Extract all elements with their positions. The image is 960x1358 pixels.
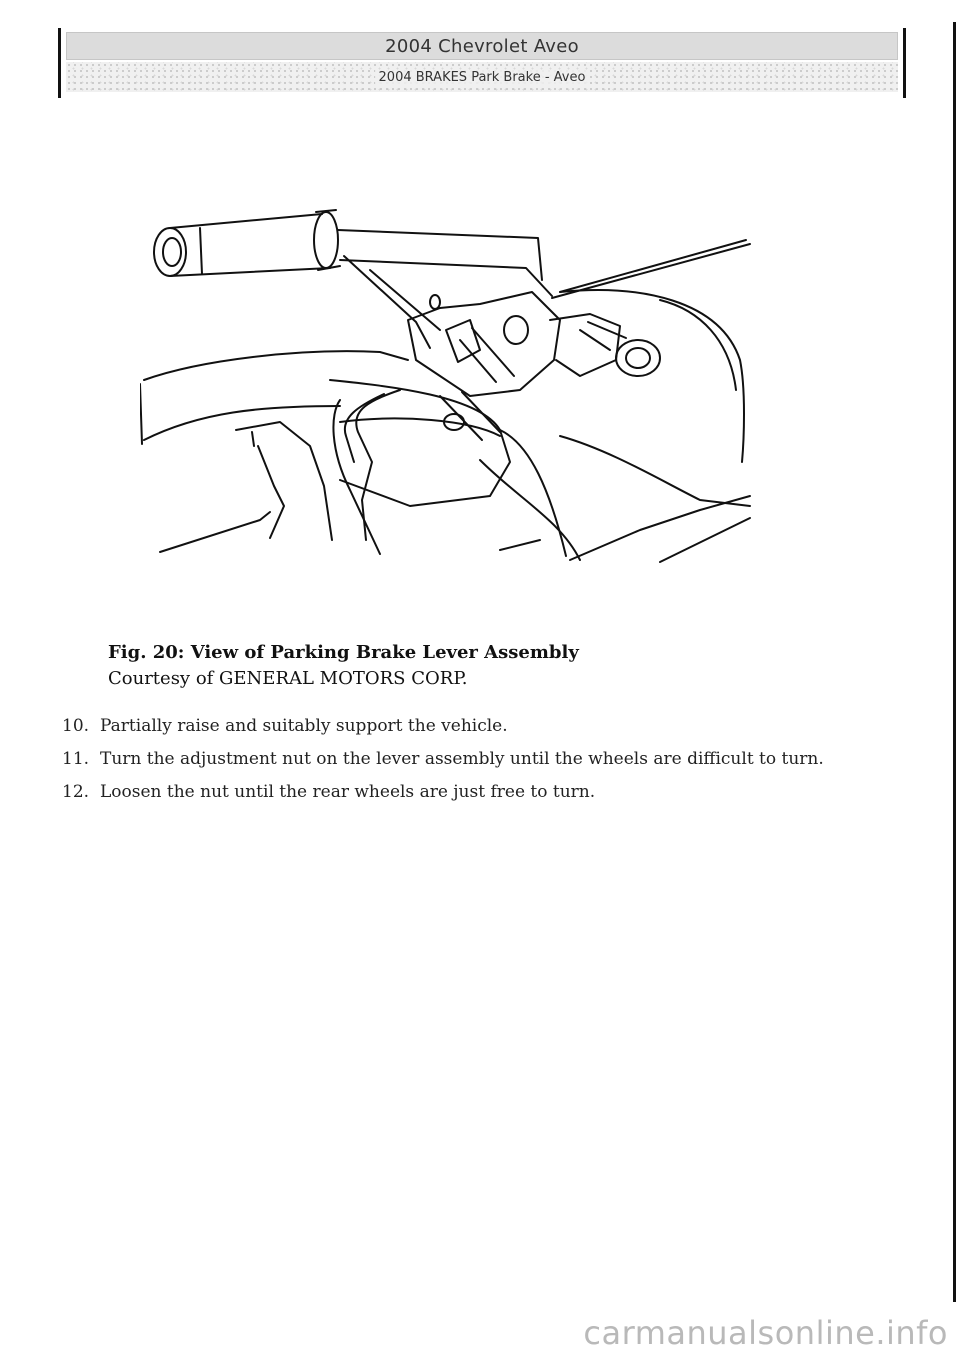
header-subtitle-bar xyxy=(66,62,898,92)
procedure-step xyxy=(62,776,922,809)
page-border-right xyxy=(953,22,956,1302)
header-title: 2004 Chevrolet Aveo xyxy=(66,32,898,60)
step-text: Turn the adjustment nut on the lever assembly until the wheels are difficult to turn. xyxy=(100,749,824,769)
procedure-step xyxy=(62,710,922,743)
figure-caption xyxy=(108,640,579,692)
step-number: 11. xyxy=(62,749,90,769)
step-text: Loosen the nut until the rear wheels are just free to turn. xyxy=(100,782,596,802)
step-text: Partially raise and suitably support the vehicle. xyxy=(100,716,508,736)
site-watermark: carmanualsonline.info xyxy=(583,1314,948,1352)
document-header xyxy=(58,28,906,98)
step-number: 12. xyxy=(62,782,90,802)
header-subtitle: 2004 BRAKES Park Brake - Aveo xyxy=(375,70,590,85)
header-left-rule xyxy=(58,28,61,98)
procedure-step xyxy=(62,743,922,776)
step-number: 10. xyxy=(62,716,90,736)
parking-brake-lever-illustration xyxy=(140,200,760,570)
figure-caption-title: Fig. 20: View of Parking Brake Lever Assembly xyxy=(108,642,579,663)
procedure-steps xyxy=(62,710,922,809)
figure-caption-credit: Courtesy of GENERAL MOTORS CORP. xyxy=(108,668,468,689)
header-right-rule xyxy=(903,28,906,98)
